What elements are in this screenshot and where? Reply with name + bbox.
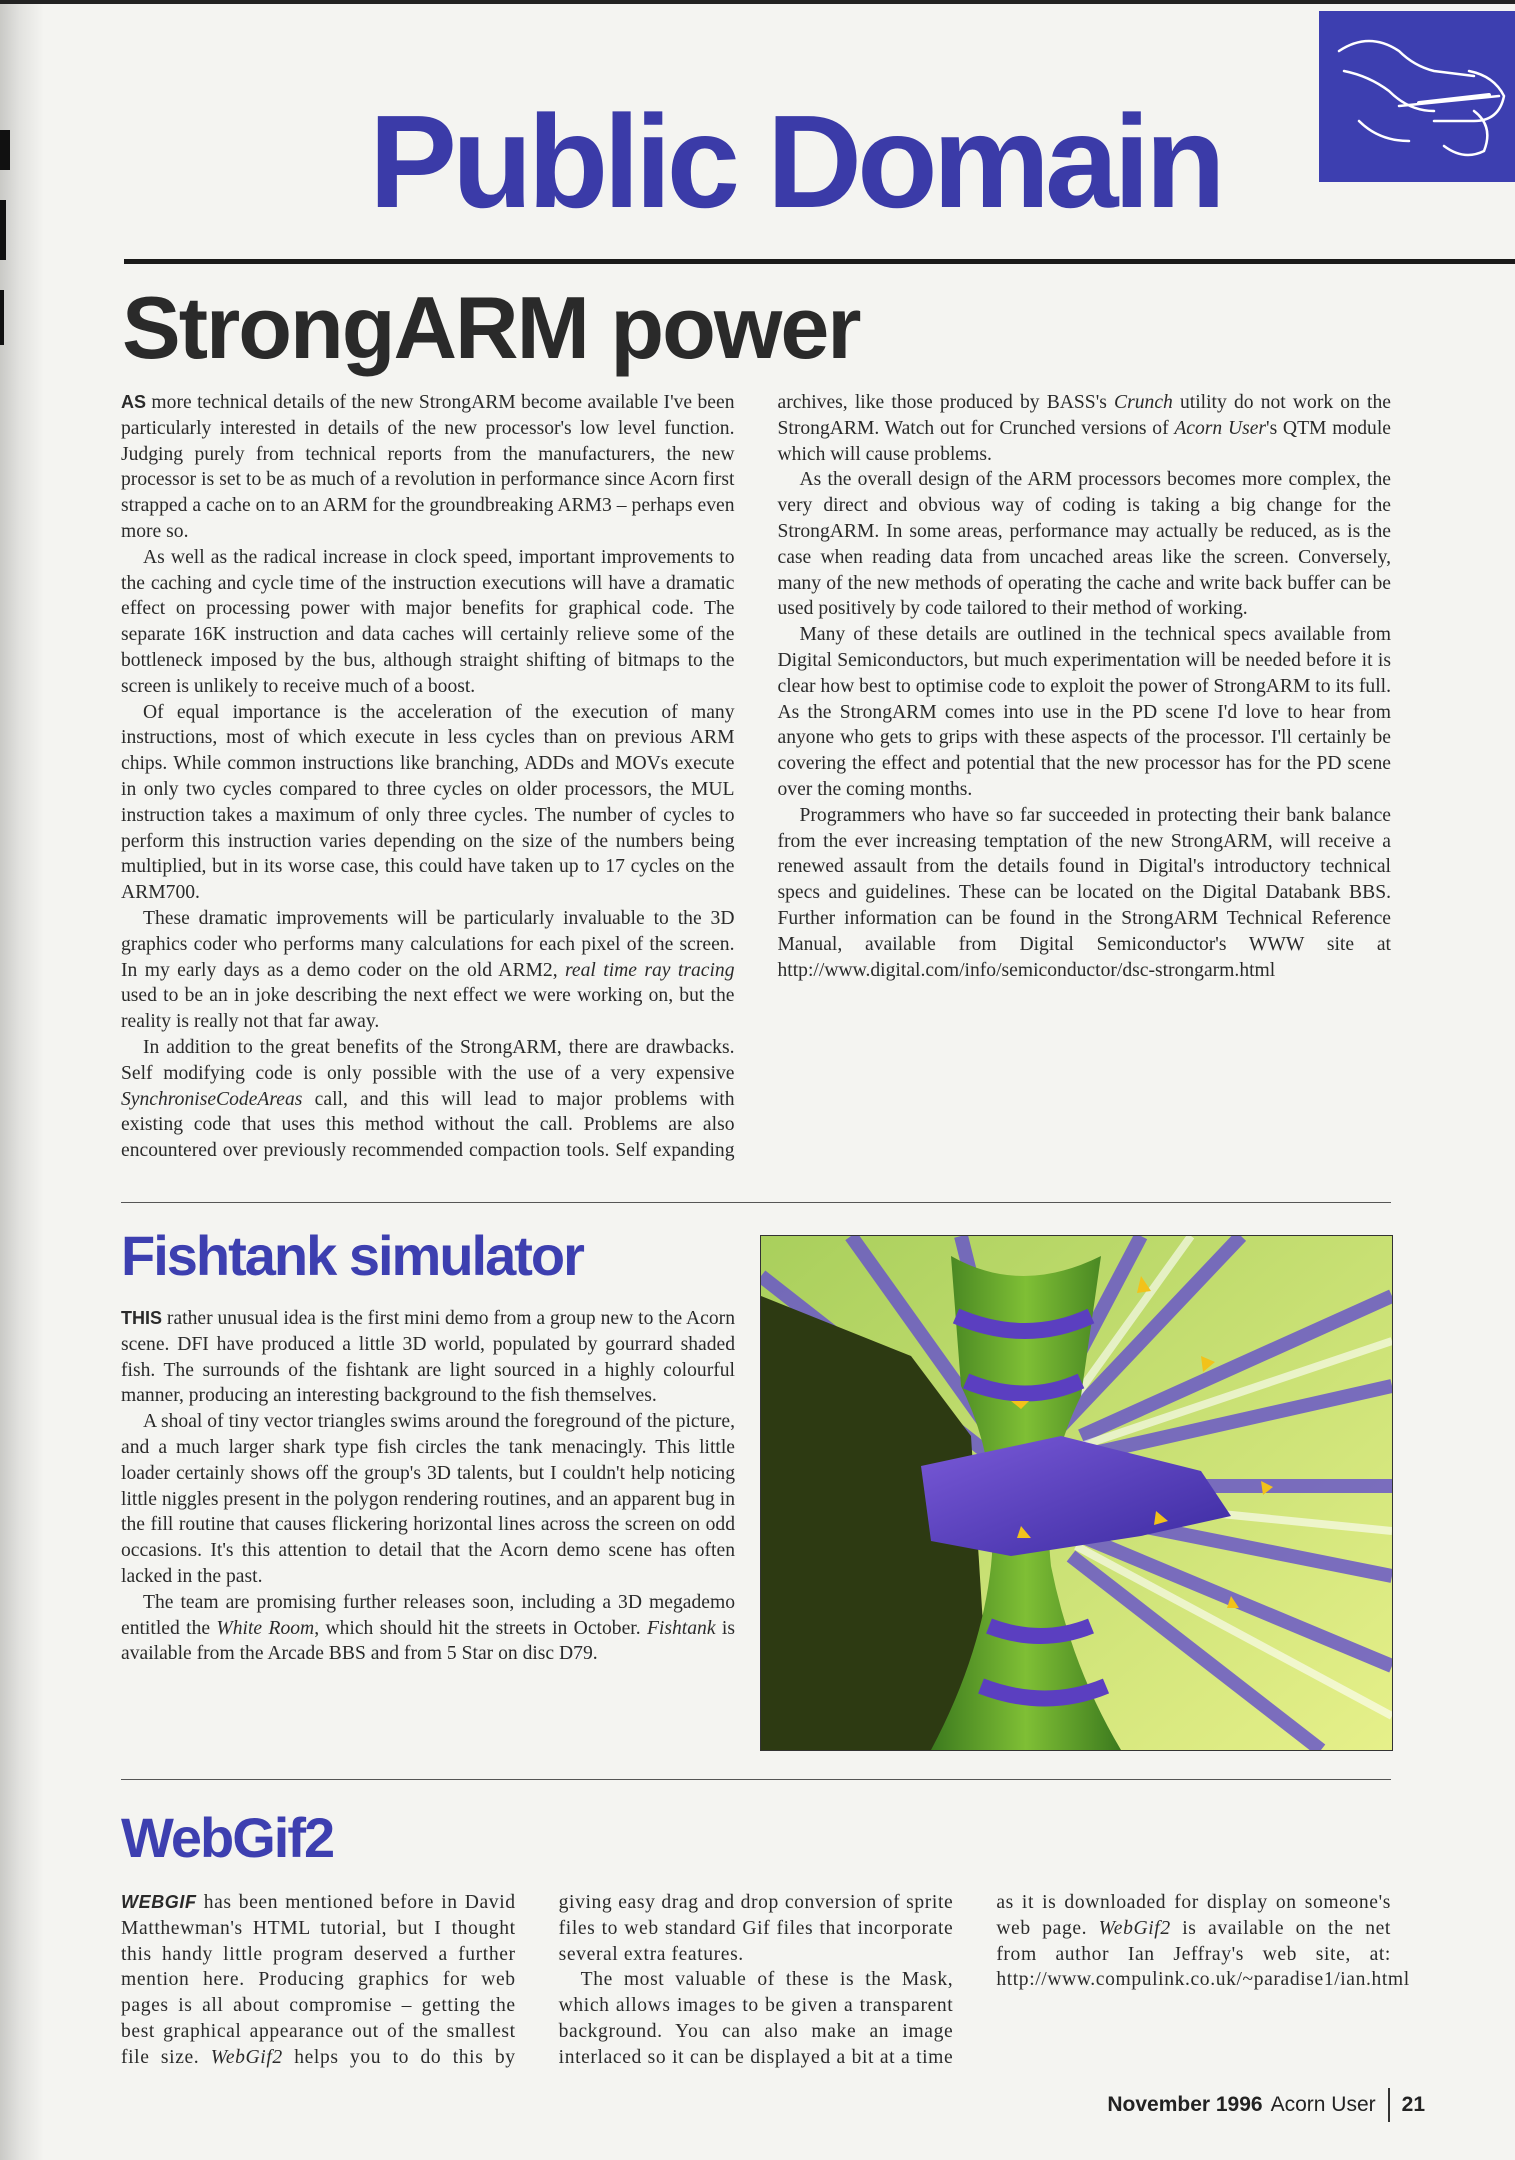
text-run: is available from the Arcade BBS and from 5 Star on disc D79.: [121, 1617, 735, 1665]
italic-title: SynchroniseCodeAreas: [121, 1088, 303, 1110]
italic-title: Fishtank: [646, 1617, 716, 1639]
lead-in-word: WEBGIF: [121, 1892, 197, 1912]
text-run: In addition to the great benefits of the StrongARM, there are drawbacks. Self modifying code is only possible with the use of a very expensive: [121, 1036, 735, 1084]
text-run: call, and this will lead to major problems with existing code that uses this method without the call. Problems are also encountered over previously recommended compaction tools. Self expanding archives, like those produced by BASS's: [121, 392, 1115, 1162]
text-run: The most valuable of these is the Mask, which allows images to be given a transparent background. You can also make an image interlaced so it can be displayed a bit at a time as it is downloaded for display on someone's web page.: [558, 1892, 1391, 2068]
footer-separator: [1388, 2088, 1390, 2122]
text-run: Of equal importance is the acceleration of the execution of many instructions, most of which execute in less cycles than on previous ARM chips. While common instructions like branching, ADDs and MOVs execute in only two cycles compared to three cycles on older processors, the MUL instruction takes a maximum of only three cycles. The number of cycles to perform this instruction varies depending on the size of the numbers being multiplied, but in its worse case, this could have taken up to 17 cycles on the ARM700.: [121, 701, 735, 904]
fishtank-screenshot-image: [760, 1235, 1393, 1751]
section-divider: [121, 1202, 1391, 1203]
article-body-fishtank: [121, 1306, 735, 1667]
italic-title: WebGif2: [1098, 1917, 1171, 1939]
italic-title: White Room: [216, 1617, 315, 1639]
italic-title: WebGif2: [210, 2046, 283, 2068]
page-spine-shadow: [0, 0, 44, 2160]
footer-page-number: 21: [1401, 2093, 1425, 2116]
paragraph: [121, 1306, 735, 1409]
text-run: used to be an in joke describing the next effect we were working on, but the reality is really not that far away.: [121, 985, 735, 1033]
text-run: 's QTM module which will cause problems.: [777, 417, 1391, 465]
text-run: Many of these details are outlined in the technical specs available from Digital Semiconductors, but much experimentation will be needed before it is clear how best to optimise code to exploit the power of StrongARM to its full. As the StrongARM comes into use in the PD scene I'd love to hear from anyone who gets to grips with these aspects of the processor. I'll certainly be covering the effect and potential that the new processor has for the PD scene over the coming months.: [777, 624, 1391, 800]
top-edge-line: [0, 0, 1515, 4]
section-logo-icon: [1319, 11, 1515, 182]
paragraph: [778, 803, 1392, 984]
paragraph: [121, 1409, 735, 1590]
text-run: more technical details of the new StrongARM become available I've been particularly interested in details of the new processor's low level function. Judging purely from technical reports from the manufacturers, the new processor is set to be as much of a revolution in performance since Acorn first strapped a cache on to an ARM for the groundbreaking ARM3 – perhaps even more so.: [121, 392, 735, 542]
section-divider: [121, 1779, 1391, 1780]
footer-date: November 1996: [1107, 2093, 1263, 2116]
lead-in-word: AS: [121, 392, 147, 412]
paragraph: [121, 390, 735, 545]
article-headline-strongarm: StrongARM power: [122, 278, 860, 377]
article-body-webgif2: [121, 1890, 1410, 2080]
italic-title: Crunch: [1114, 392, 1173, 413]
section-title: Public Domain: [369, 88, 1221, 235]
lead-in-word: THIS: [121, 1308, 163, 1328]
paragraph: [778, 622, 1392, 803]
page-footer: [1107, 2088, 1425, 2122]
text-run: As well as the radical increase in clock speed, important improvements to the caching and cycle time of the instruction executions will have a dramatic effect on processing power with major benefits for graphical code. The separate 16K instruction and data caches will certainly relieve some of the bottleneck imposed by the bus, although straight shifting of bitmaps to the screen is unlikely to receive much of a boost.: [121, 546, 735, 697]
paragraph: [121, 545, 735, 700]
text-run: A shoal of tiny vector triangles swims around the foreground of the picture, and a much larger shark type fish circles the tank menacingly. This little loader certainly shows off the group's 3D talents, but I couldn't help noticing little niggles present in the polygon rendering routines, and an apparent bug in the fill routine that causes flickering horizontal lines across the screen on odd occasions. It's this attention to detail that the Acorn demo scene has often lacked in the past.: [121, 1411, 735, 1587]
header-rule: [124, 259, 1515, 264]
article-headline-webgif2: WebGif2: [121, 1806, 334, 1869]
text-run: utility do not work on the StrongARM. Watch out for Crunched versions of: [777, 392, 1391, 439]
article-headline-fishtank: Fishtank simulator: [121, 1224, 583, 1287]
spine-mark: [0, 290, 4, 345]
footer-magazine: Acorn User: [1270, 2093, 1376, 2116]
text-run: Programmers who have so far succeeded in protecting their bank balance from the ever increasing temptation of the new StrongARM, will receive a renewed assault from the details found in Digital's introductory technical specs and guidelines. These can be located on the Digital Databank BBS. Further information can be found in the StrongARM Technical Reference Manual, available from Digital Semiconductor's WWW site at http://www.digital.com/info/semiconductor/dsc-strongarm.html: [777, 804, 1391, 981]
paragraph: [121, 906, 735, 1035]
paragraph: [121, 1590, 735, 1667]
text-run: rather unusual idea is the first mini demo from a group new to the Acorn scene. DFI have produced a little 3D world, populated by gourrard shaded fish. The surrounds of the fishtank are light sourced in a highly colourful manner, producing an interesting background to the fish themselves.: [121, 1308, 735, 1407]
spine-mark: [0, 200, 6, 260]
text-run: As the overall design of the ARM processors becomes more complex, the very direct and obvious way of coding is taking a big change for the StrongARM. In some areas, performance may actually be reduced, as is the case when reading data from uncached areas like the screen. Conversely, many of the new methods of operating the cache and write back buffer can be used positively by code tailored to their method of working.: [777, 469, 1391, 620]
article-body-strongarm: [121, 390, 1391, 1170]
italic-title: real time ray tracing: [565, 959, 735, 981]
spine-mark: [0, 130, 10, 170]
text-run: helps you to do this by giving easy drag and drop conversion of sprite files to web standard Gif files that incorporate several extra features.: [282, 1892, 954, 2068]
paragraph: [121, 700, 735, 906]
paragraph: [778, 467, 1392, 622]
text-run: These dramatic improvements will be particularly invaluable to the 3D graphics coder who performs many calculations for each pixel of the screen. In my early days as a demo coder on the old ARM2,: [121, 907, 735, 981]
italic-title: Acorn User: [1174, 417, 1267, 439]
text-run: The team are promising further releases soon, including a 3D megademo entitled the: [121, 1591, 735, 1639]
text-run: has been mentioned before in David Matthewman's HTML tutorial, but I thought this handy little program deserved a further mention here. Producing graphics for web pages is all about compromise – getting the best graphical appearance out of the smallest file size.: [121, 1892, 516, 2068]
text-run: is available on the net from author Ian Jeffray's web site, at: http://www.compulink.co.uk/~paradise1/ian.html: [996, 1917, 1410, 1991]
text-run: , which should hit the streets in October.: [314, 1617, 647, 1639]
